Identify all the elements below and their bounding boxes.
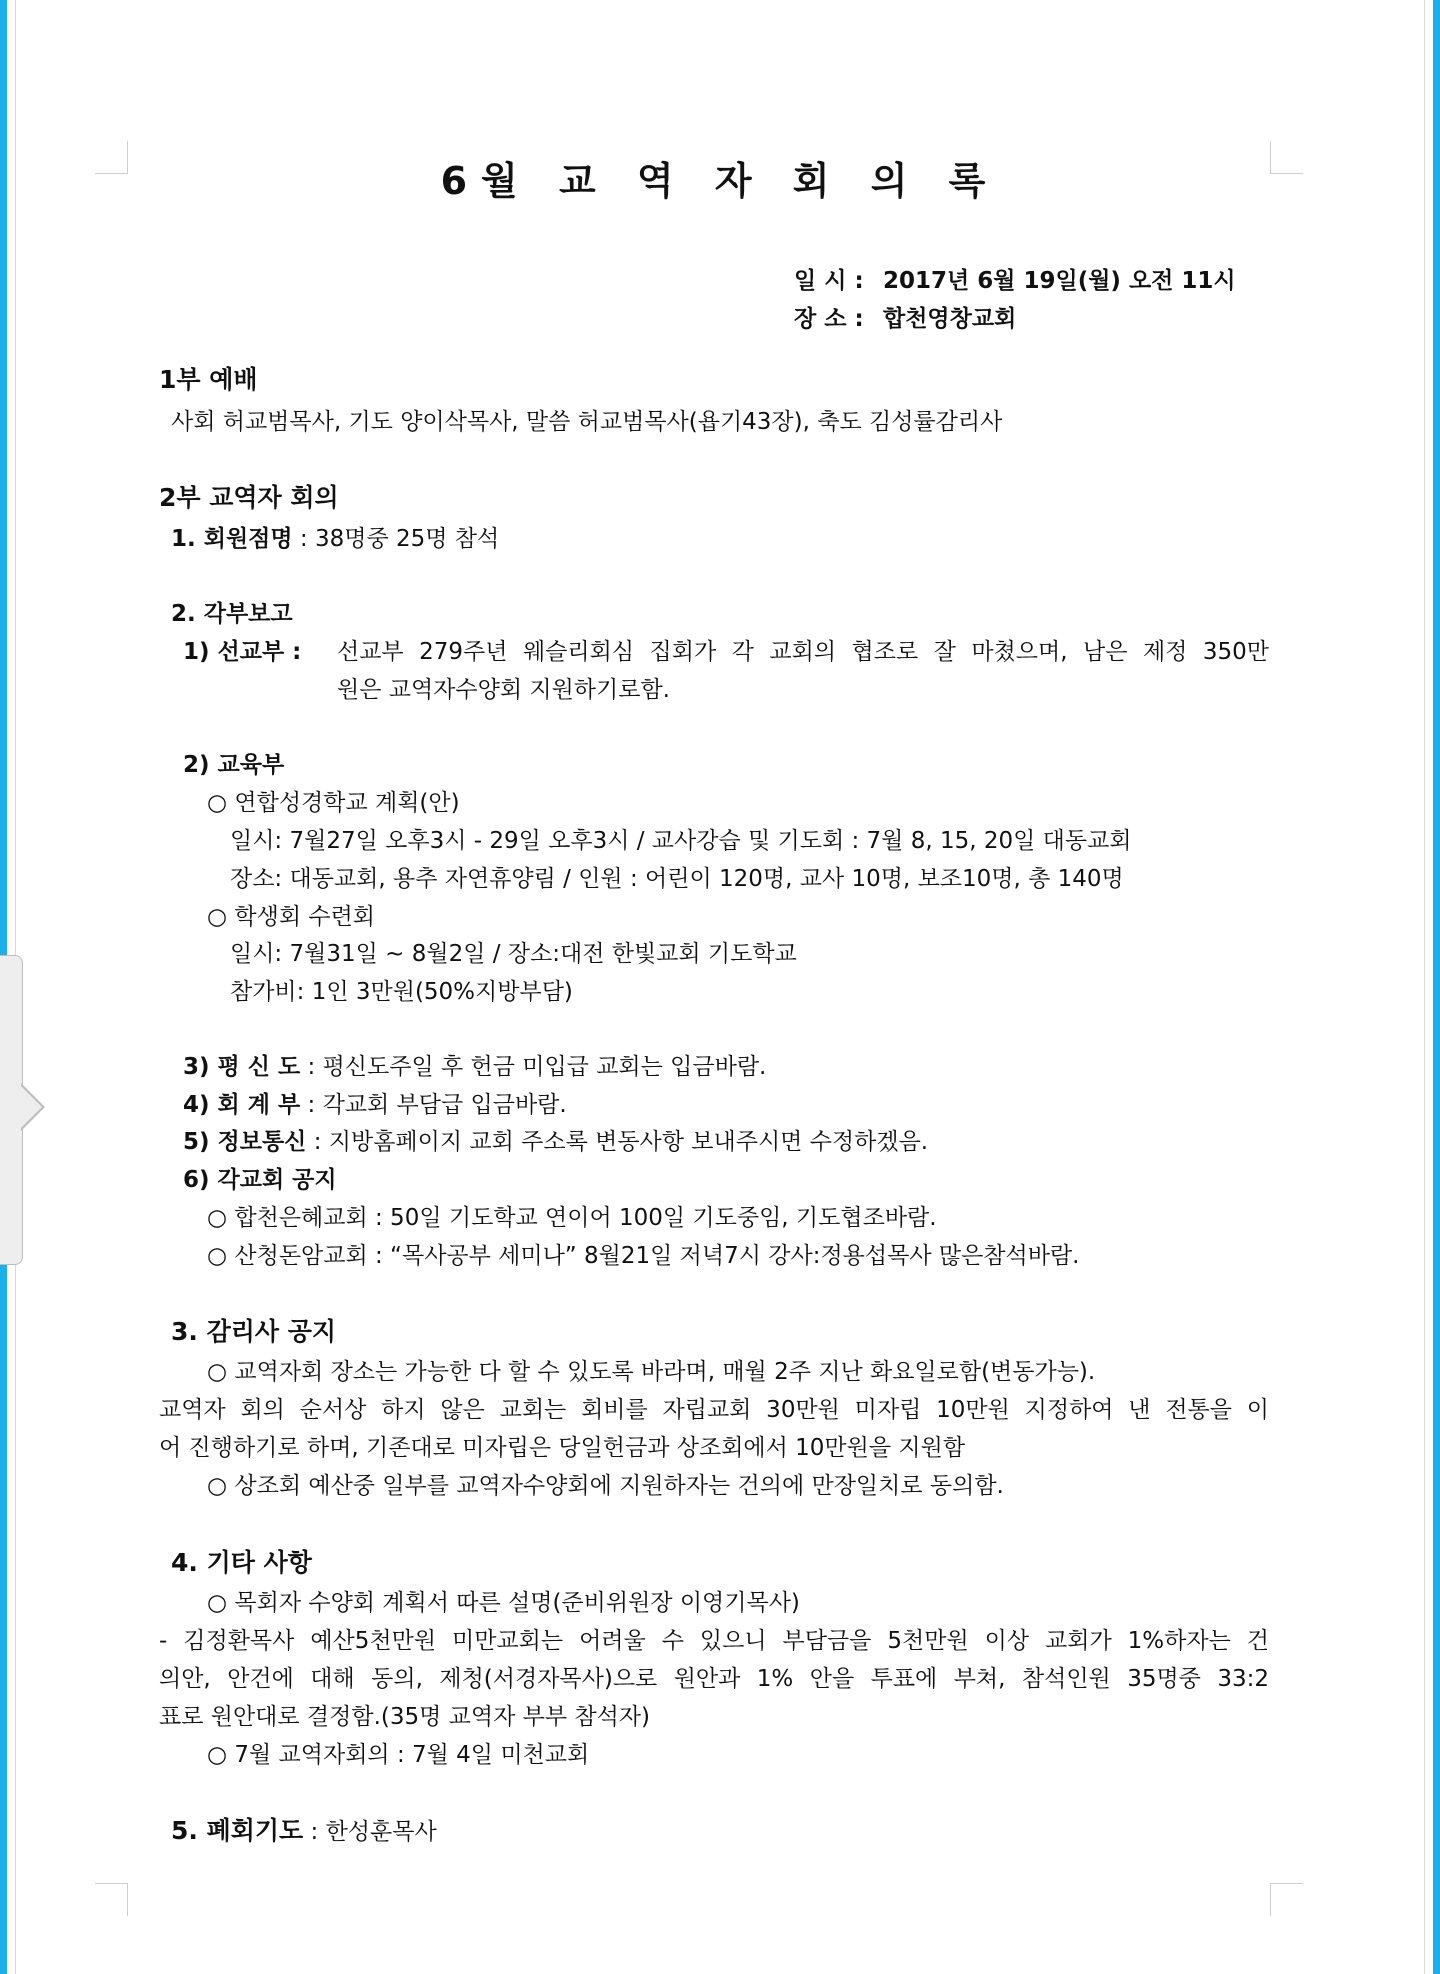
- rollcall-text: : 38명중 25명 참석: [292, 526, 500, 552]
- closing-text: : 한성훈목사: [303, 1819, 437, 1845]
- bible-school-date: 일시: 7월27일 오후3시 - 29일 오후3시 / 교사강습 및 기도회 : 7월 8, 15, 20일 대동교회: [230, 828, 1132, 854]
- part1-line: 사회 허교범목사, 기도 양이삭목사, 말씀 허교범목사(욥기43장), 축도 김성률감리사: [171, 409, 1003, 435]
- rollcall: [171, 524, 499, 554]
- place-label: 장 소 :: [794, 306, 864, 332]
- reports-heading: 2. 각부보고: [171, 601, 293, 627]
- closing-label: 5. 폐회기도: [171, 1816, 304, 1845]
- info-text: : 지방홈페이지 교회 주소록 변동사항 보내주시면 수정하겠음.: [306, 1129, 929, 1155]
- rollcall-label: 1. 회원점명: [171, 526, 293, 552]
- other-para-1: - 김정환목사 예산5천만원 미만교회는 어려울 수 있으니 부담금을 5천만원 이상 교회가 1%하자는 건: [159, 1628, 1269, 1654]
- other-item-2: ○ 7월 교역자회의 : 7월 4일 미천교회: [207, 1742, 590, 1768]
- date-label: 일 시 :: [794, 268, 864, 294]
- education-heading: 2) 교육부: [183, 752, 285, 778]
- part2-heading: 2부 교역자 회의: [159, 483, 339, 512]
- superintendent-item-1: ○ 교역자회 장소는 가능한 다 할 수 있도록 바라며, 매월 2주 지난 화요일로함(변동가능).: [207, 1359, 1096, 1385]
- superintendent-para-2: 어 진행하기로 하며, 기존대로 미자립은 당일헌금과 상조회에서 10만원을 지원함: [159, 1435, 966, 1461]
- other-para-3: 표로 원안대로 결정함.(35명 교역자 부부 참석자): [159, 1704, 651, 1730]
- mission-line-2: 원은 교역자수양회 지원하기로함.: [337, 677, 670, 703]
- part1-heading: 1부 예배: [159, 365, 258, 394]
- student-retreat-item: ○ 학생회 수련회: [207, 904, 375, 930]
- superintendent-heading: 3. 감리사 공지: [171, 1317, 337, 1346]
- student-retreat-date: 일시: 7월31일 ~ 8월2일 / 장소:대전 한빛교회 기도학교: [230, 941, 797, 967]
- accounting-report: [183, 1090, 567, 1120]
- right-window-edge: [1433, 0, 1440, 1974]
- superintendent-item-2: ○ 상조회 예산중 일부를 교역자수양회에 지원하자는 건의에 만장일치로 동의함.: [207, 1473, 1004, 1499]
- notice-item-1: ○ 합천은혜교회 : 50일 기도학교 연이어 100일 기도중임, 기도협조바람.: [207, 1205, 937, 1231]
- chevron-right-icon-fill: [20, 1085, 42, 1129]
- bible-school-item: ○ 연합성경학교 계획(안): [207, 790, 460, 816]
- right-page-border: [1424, 0, 1425, 1974]
- other-heading: 4. 기타 사항: [171, 1548, 312, 1577]
- other-para-2: 의안, 안건에 대해 동의, 제청(서경자목사)으로 원안과 1% 안을 투표에 부쳐, 참석인원 35명중 33:2: [159, 1666, 1269, 1692]
- document-title: 6월 교 역 자 회 의 록: [440, 159, 1000, 203]
- student-retreat-fee: 참가비: 1인 3만원(50%지방부담): [230, 979, 573, 1005]
- notice-item-2: ○ 산청돈암교회 : “목사공부 세미나” 8월21일 저녁7시 강사:정용섭목사 많은참석바람.: [207, 1243, 1080, 1269]
- crop-mark-bottom-left: [95, 1883, 128, 1916]
- info-label: 5) 정보통신: [183, 1129, 307, 1155]
- notices-heading: 6) 각교회 공지: [183, 1167, 337, 1193]
- crop-mark-bottom-right: [1270, 1883, 1303, 1916]
- closing-prayer: [171, 1816, 437, 1847]
- date-value: 2017년 6월 19일(월) 오전 11시: [883, 268, 1236, 294]
- other-item-1: ○ 목회자 수양회 계획서 따른 설명(준비위원장 이영기목사): [207, 1590, 800, 1616]
- place-value: 합천영창교회: [883, 306, 1017, 332]
- accounting-text: : 각교회 부담급 입금바람.: [300, 1092, 567, 1118]
- mission-line-1: 선교부 279주년 웨슬리회심 집회가 각 교회의 협조로 잘 마쳤으며, 남은 제정 350만: [337, 639, 1269, 665]
- mission-label: 1) 선교부 :: [183, 639, 302, 665]
- bible-school-place: 장소: 대동교회, 용추 자연휴양림 / 인원 : 어린이 120명, 교사 10명, 보조10명, 총 140명: [230, 866, 1124, 892]
- superintendent-para-1: 교역자 회의 순서상 하지 않은 교회는 회비를 자립교회 30만원 미자립 10만원 지정하여 낸 전통을 이: [159, 1397, 1269, 1423]
- accounting-label: 4) 회 계 부: [183, 1092, 301, 1118]
- laity-text: : 평신도주일 후 헌금 미입급 교회는 입금바람.: [300, 1054, 767, 1080]
- laity-label: 3) 평 신 도: [183, 1054, 301, 1080]
- info-report: [183, 1127, 928, 1157]
- laity-report: [183, 1052, 766, 1082]
